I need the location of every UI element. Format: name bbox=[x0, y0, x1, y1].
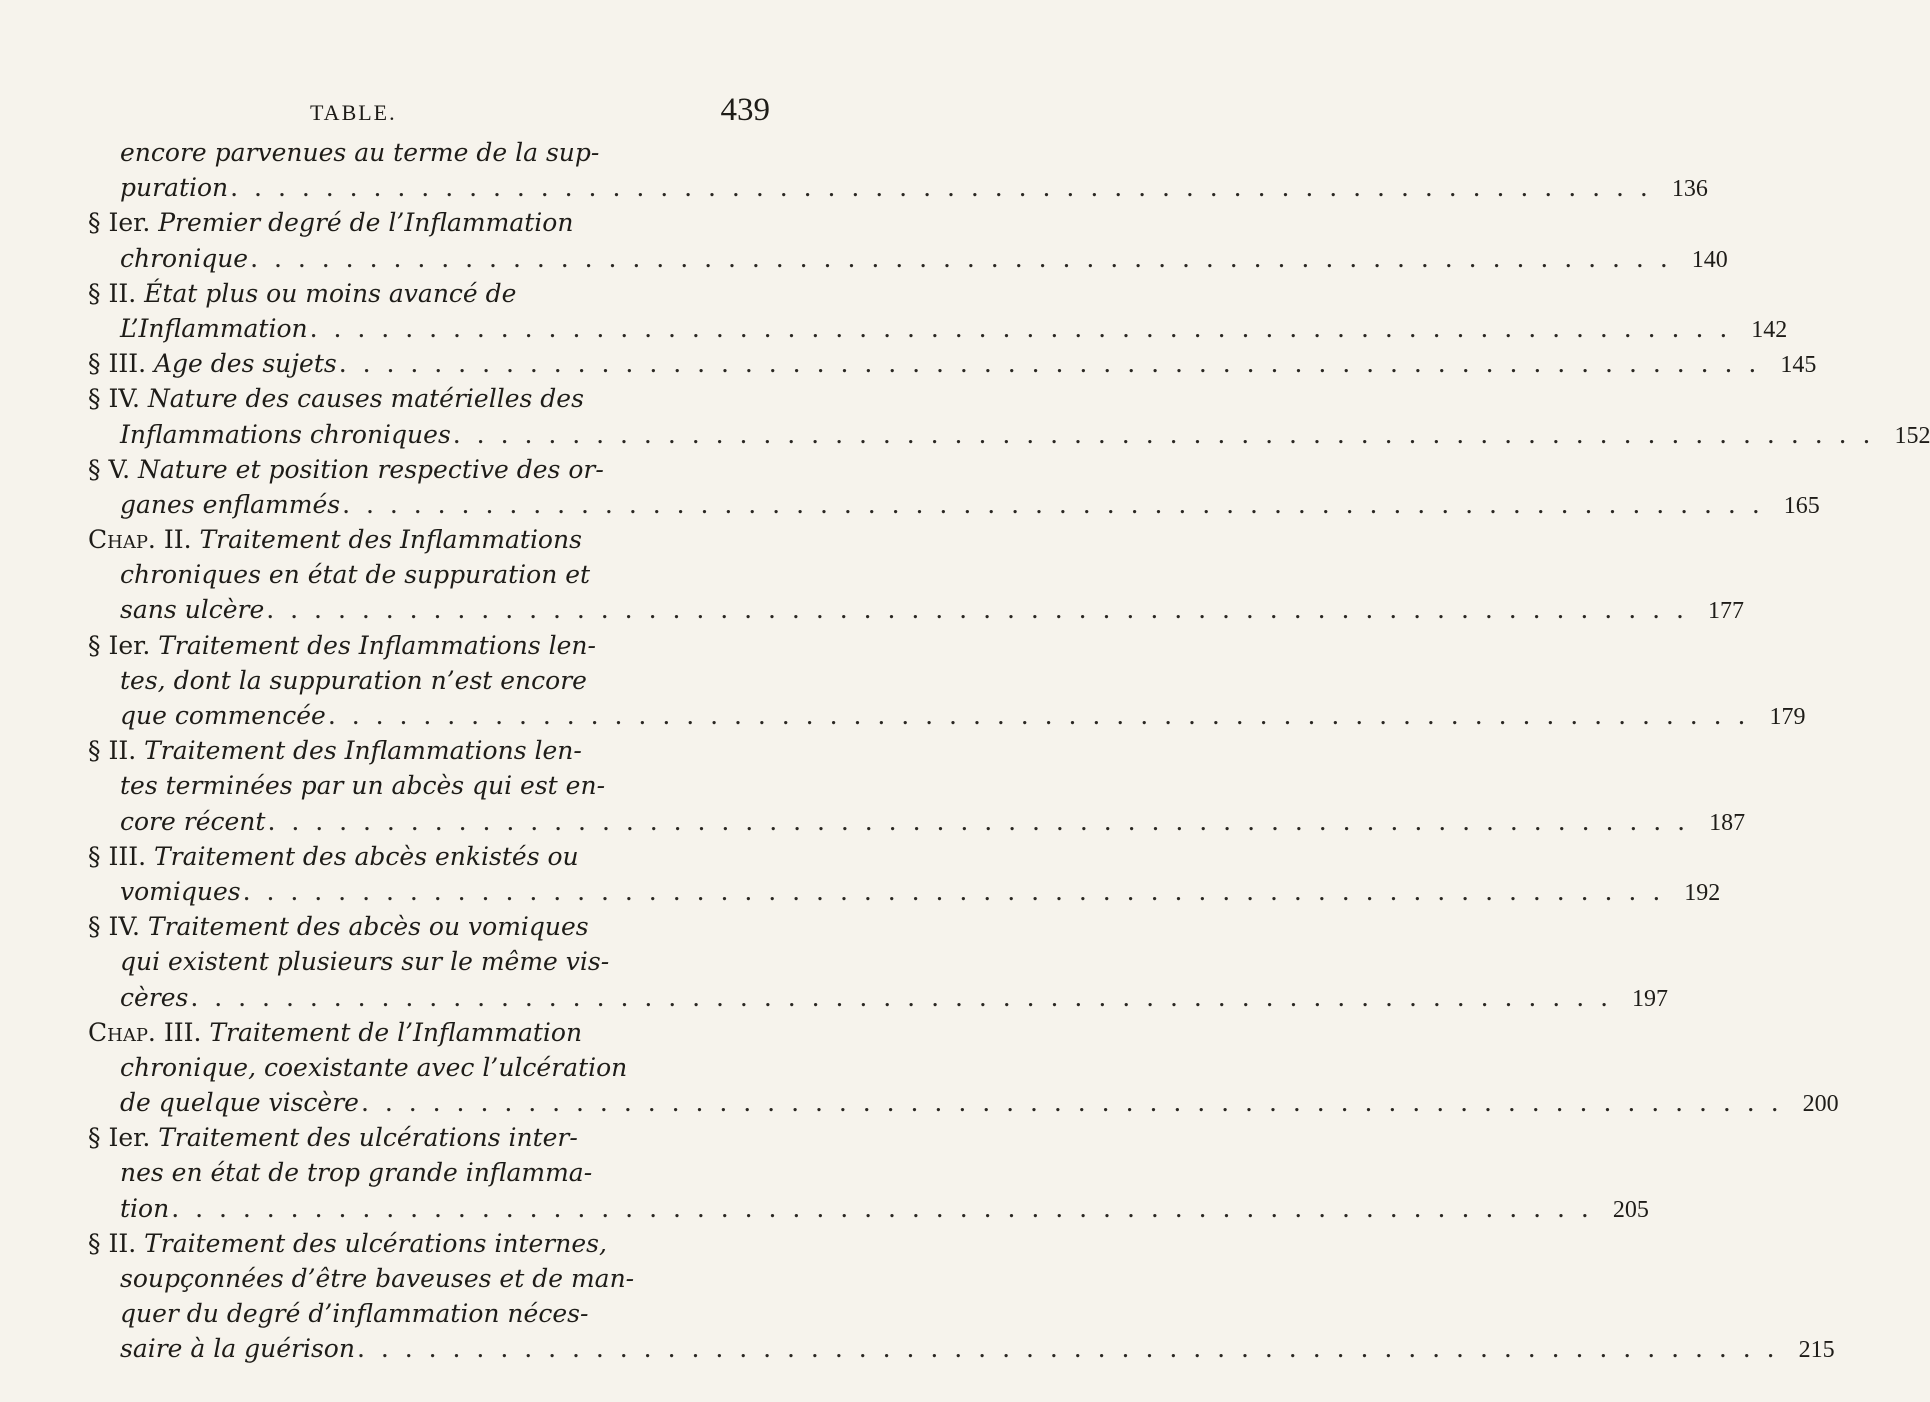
toc-page-number: 192 bbox=[1684, 879, 1721, 906]
toc-entry bbox=[88, 205, 1728, 275]
leader-dots: . . . . . . . . . . . . . . . . . . . . . . . . . . . . . . . . . . . . . . . . . . . . . . . . . . . . . . . . . . . . bbox=[356, 1334, 1779, 1364]
toc-text bbox=[120, 1264, 634, 1293]
toc-text bbox=[120, 487, 340, 522]
toc-line bbox=[120, 663, 770, 698]
toc-line bbox=[120, 1261, 770, 1296]
toc-entry bbox=[88, 909, 1669, 1015]
section-marker: § III. bbox=[88, 841, 154, 871]
toc-text bbox=[120, 1299, 588, 1328]
leader-dots: . . . . . . . . . . . . . . . . . . . . . . . . . . . . . . . . . . . . . . . . . . . . . . . . . . . . . . . . . . . . bbox=[250, 243, 1672, 273]
toc-title-text: de quelque viscère bbox=[120, 1088, 359, 1118]
toc-title-text: Traitement des ulcérations internes, bbox=[144, 1228, 607, 1258]
leader-dots: . . . . . . . . . . . . . . . . . . . . . . . . . . . . . . . . . . . . . . . . . . . . . . . . . . . . . . . . . . . . bbox=[338, 349, 1761, 379]
toc-chapter-entry bbox=[88, 1015, 1839, 1121]
section-marker: § IV. bbox=[88, 912, 148, 942]
section-marker: § Ier. bbox=[88, 208, 159, 238]
toc-text bbox=[120, 771, 605, 800]
section-marker: § V. bbox=[88, 454, 139, 484]
toc-line bbox=[88, 205, 770, 240]
leader-dots: . . . . . . . . . . . . . . . . . . . . . . . . . . . . . . . . . . . . . . . . . . . . . . . . . . . . . . . . . . . . bbox=[309, 313, 1732, 343]
toc-entry bbox=[88, 346, 1817, 381]
section-marker: § Ier. bbox=[88, 1123, 159, 1153]
toc-line bbox=[120, 417, 1930, 452]
toc-text bbox=[88, 842, 579, 871]
toc-title-text: sans ulcère bbox=[120, 595, 265, 625]
toc-text bbox=[88, 912, 589, 941]
toc-title-text: quer du degré d’inflammation néces- bbox=[120, 1299, 589, 1329]
section-marker: § II. bbox=[88, 278, 145, 308]
toc-entry bbox=[88, 452, 1820, 522]
toc-text bbox=[88, 1123, 578, 1152]
toc-page-number: 215 bbox=[1798, 1337, 1835, 1364]
leader-dots: . . . . . . . . . . . . . . . . . . . . . . . . . . . . . . . . . . . . . . . . . . . . . . . . . . . . . . . . . . . . bbox=[267, 806, 1690, 836]
toc-text bbox=[88, 346, 337, 381]
toc-title-text: Traitement des abcès ou vomiques bbox=[147, 912, 589, 942]
toc-line bbox=[120, 557, 770, 592]
toc-text bbox=[120, 947, 609, 976]
toc-line bbox=[120, 487, 1820, 522]
toc-title-text: core récent bbox=[120, 806, 266, 836]
toc-page-number: 177 bbox=[1707, 598, 1744, 625]
toc-title-text: Inflammations chroniques bbox=[120, 419, 451, 449]
table-of-contents bbox=[88, 135, 1930, 1367]
toc-page-number: 205 bbox=[1612, 1196, 1649, 1223]
toc-text bbox=[88, 455, 604, 484]
toc-line bbox=[88, 276, 770, 311]
toc-text bbox=[120, 311, 308, 346]
toc-title-text: soupçonnées d’être baveuses et de man- bbox=[120, 1264, 635, 1293]
toc-title-text: Traitement des Inflammations len- bbox=[158, 630, 596, 660]
toc-text bbox=[120, 417, 451, 452]
toc-page-number: 136 bbox=[1671, 176, 1708, 203]
toc-line bbox=[88, 522, 770, 557]
leader-dots: . . . . . . . . . . . . . . . . . . . . . . . . . . . . . . . . . . . . . . . . . . . . . . . . . . . . . . . . . . . . bbox=[266, 595, 1688, 625]
toc-title-text: ganes enflammés bbox=[120, 489, 341, 519]
toc-entry bbox=[88, 276, 1788, 346]
toc-title-text: Traitement de l’Inflammation bbox=[209, 1017, 583, 1047]
toc-line bbox=[120, 1155, 770, 1190]
toc-title-text: cères bbox=[120, 982, 189, 1012]
toc-line bbox=[88, 628, 770, 663]
toc-text bbox=[88, 631, 596, 660]
toc-line bbox=[120, 311, 1788, 346]
toc-page-number: 200 bbox=[1802, 1091, 1839, 1118]
toc-title-text: puration bbox=[120, 173, 229, 203]
toc-line bbox=[120, 135, 770, 170]
toc-line bbox=[120, 1296, 770, 1331]
leader-dots: . . . . . . . . . . . . . . . . . . . . . . . . . . . . . . . . . . . . . . . . . . . . . . . . . . . . . . . . . . . . bbox=[242, 876, 1665, 906]
toc-page-number: 145 bbox=[1780, 352, 1817, 379]
toc-text bbox=[88, 279, 516, 308]
toc-text bbox=[120, 1331, 355, 1366]
toc-title-text: saire à la guérison bbox=[120, 1334, 355, 1364]
toc-title-text: nes en état de trop grande inflamma- bbox=[120, 1158, 593, 1188]
toc-title-text: chronique bbox=[120, 243, 249, 273]
toc-line bbox=[120, 592, 1744, 627]
toc-text bbox=[88, 736, 582, 765]
toc-text bbox=[120, 170, 228, 205]
toc-text bbox=[120, 666, 587, 695]
toc-text bbox=[120, 874, 241, 909]
toc-entry bbox=[120, 135, 1708, 205]
toc-line bbox=[120, 874, 1721, 909]
toc-line bbox=[88, 452, 770, 487]
toc-line bbox=[88, 909, 770, 944]
toc-text bbox=[120, 698, 326, 733]
toc-page-number: 197 bbox=[1632, 985, 1669, 1012]
toc-text bbox=[120, 241, 248, 276]
toc-line bbox=[120, 241, 1728, 276]
leader-dots: . . . . . . . . . . . . . . . . . . . . . . . . . . . . . . . . . . . . . . . . . . . . . . . . . . . . . . . . . . . . bbox=[327, 701, 1750, 730]
toc-line bbox=[88, 839, 770, 874]
toc-page-number: 179 bbox=[1769, 704, 1806, 730]
toc-text bbox=[120, 1191, 169, 1226]
leader-dots: . . . . . . . . . . . . . . . . . . . . . . . . . . . . . . . . . . . . . . . . . . . . . . . . . . . . . . . . . . . . bbox=[342, 489, 1764, 519]
toc-line bbox=[120, 944, 770, 979]
toc-title-text: État plus ou moins avancé de bbox=[144, 278, 517, 308]
toc-line bbox=[88, 733, 770, 768]
toc-entry bbox=[88, 1226, 1835, 1367]
toc-text bbox=[88, 1229, 607, 1258]
toc-line bbox=[120, 768, 770, 803]
toc-title-text: Traitement des ulcérations inter- bbox=[158, 1123, 578, 1153]
toc-line bbox=[88, 346, 1817, 381]
toc-title-text: que commencée bbox=[120, 701, 326, 730]
toc-text bbox=[88, 1018, 582, 1047]
toc-title-text: chroniques en état de suppuration et bbox=[120, 560, 591, 590]
toc-title-text: tes, dont la suppuration n’est encore bbox=[120, 665, 587, 695]
toc-text bbox=[120, 1053, 627, 1082]
toc-page-number: 152 bbox=[1894, 422, 1930, 449]
section-marker: § II. bbox=[88, 1228, 145, 1258]
toc-title-text: Nature et position respective des or- bbox=[138, 454, 604, 484]
toc-title-text: Premier degré de l’Inflammation bbox=[158, 208, 574, 238]
toc-line bbox=[120, 980, 1669, 1015]
section-marker: § III. bbox=[88, 349, 154, 379]
toc-text bbox=[120, 138, 599, 167]
toc-text bbox=[120, 1158, 592, 1187]
toc-text bbox=[88, 384, 584, 413]
toc-line bbox=[120, 170, 1708, 205]
leader-dots: . . . . . . . . . . . . . . . . . . . . . . . . . . . . . . . . . . . . . . . . . . . . . . . . . . . . . . . . . . . . bbox=[190, 982, 1613, 1012]
toc-line bbox=[120, 1191, 1649, 1226]
section-marker: § II. bbox=[88, 736, 145, 766]
toc-line bbox=[88, 381, 770, 416]
section-marker: § Ier. bbox=[88, 630, 159, 660]
toc-line bbox=[120, 804, 1746, 839]
chapter-marker: Chap. II. bbox=[88, 525, 200, 555]
toc-chapter-entry bbox=[88, 522, 1744, 628]
toc-line bbox=[120, 1085, 1839, 1120]
chapter-marker: Chap. III. bbox=[88, 1017, 210, 1047]
toc-text bbox=[120, 1085, 359, 1120]
toc-entry bbox=[88, 1120, 1649, 1226]
toc-title-text: tes terminées par un abcès qui est en- bbox=[120, 771, 606, 801]
leader-dots: . . . . . . . . . . . . . . . . . . . . . . . . . . . . . . . . . . . . . . . . . . . . . . . . . . . . . . . . . . . . bbox=[171, 1193, 1593, 1223]
toc-title-text: tion bbox=[120, 1193, 170, 1223]
toc-line bbox=[120, 1331, 1835, 1366]
toc-line bbox=[88, 1120, 770, 1155]
toc-title-text: vomiques bbox=[120, 876, 241, 906]
toc-text bbox=[88, 525, 582, 554]
toc-text bbox=[120, 980, 188, 1015]
toc-entry bbox=[88, 628, 1806, 734]
page-number: 439 bbox=[720, 92, 770, 128]
toc-title-text: qui existent plusieurs sur le même vis- bbox=[120, 947, 610, 977]
toc-text bbox=[88, 208, 573, 237]
toc-title-text: Traitement des abcès enkistés ou bbox=[153, 841, 579, 871]
leader-dots: . . . . . . . . . . . . . . . . . . . . . . . . . . . . . . . . . . . . . . . . . . . . . . . . . . . . . . . . . . . . bbox=[360, 1088, 1783, 1118]
section-marker: § IV. bbox=[88, 384, 148, 414]
toc-line bbox=[120, 698, 1806, 733]
page-header bbox=[310, 92, 770, 132]
toc-page-number: 165 bbox=[1783, 492, 1820, 519]
toc-title-text: Age des sujets bbox=[153, 349, 337, 379]
toc-line bbox=[88, 1015, 770, 1050]
toc-line bbox=[120, 1050, 770, 1085]
toc-title-text: encore parvenues au terme de la sup- bbox=[120, 138, 600, 167]
toc-text bbox=[120, 560, 590, 589]
toc-title-text: Traitement des Inflammations bbox=[199, 525, 582, 555]
toc-title-text: Nature des causes matérielles des bbox=[147, 384, 584, 414]
toc-text bbox=[120, 592, 264, 627]
toc-title-text: Traitement des Inflammations len- bbox=[144, 736, 582, 766]
toc-page-number: 187 bbox=[1709, 809, 1746, 836]
toc-page-number: 142 bbox=[1751, 316, 1788, 343]
toc-entry bbox=[88, 733, 1746, 839]
toc-entry bbox=[88, 381, 1930, 451]
toc-page-number: 140 bbox=[1691, 246, 1728, 273]
toc-entry bbox=[88, 839, 1721, 909]
toc-title-text: L’Inflammation bbox=[120, 313, 308, 343]
toc-line bbox=[88, 1226, 770, 1261]
toc-text bbox=[120, 804, 265, 839]
leader-dots: . . . . . . . . . . . . . . . . . . . . . . . . . . . . . . . . . . . . . . . . . . . . . . . . . . . . . . . . . . . . bbox=[230, 173, 1652, 203]
leader-dots: . . . . . . . . . . . . . . . . . . . . . . . . . . . . . . . . . . . . . . . . . . . . . . . . . . . . . . . . . . . . bbox=[452, 419, 1875, 449]
running-title: TABLE. bbox=[310, 100, 397, 125]
toc-title-text: chronique, coexistante avec l’ulcération bbox=[120, 1052, 628, 1082]
